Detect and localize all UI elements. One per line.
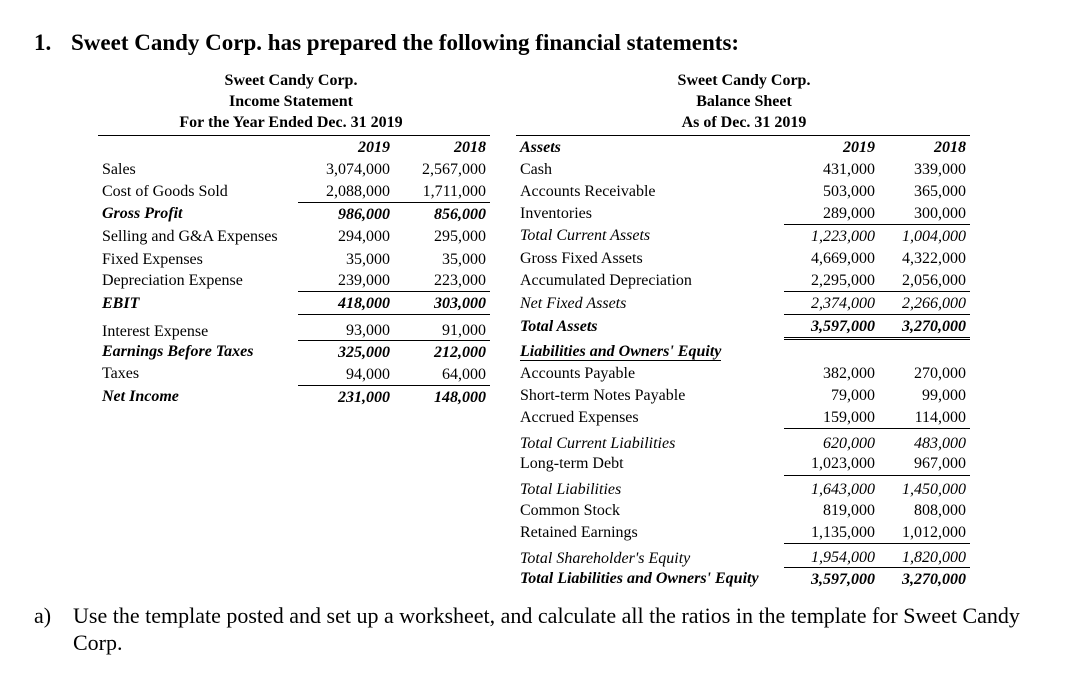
table-row: Total Liabilities and Owners' Equity 3,597,000 3,270,000 (520, 570, 966, 588)
assets-header: Assets (516, 136, 784, 159)
table-row: Total Current Assets 1,223,000 1,004,000 (520, 227, 966, 245)
table-row: Total Current Liabilities 620,000 483,000 (520, 434, 966, 452)
bs-title: Balance Sheet (696, 93, 792, 110)
table-row: Total Shareholder's Equity 1,954,000 1,820,000 (516, 544, 970, 568)
table-row: Gross Fixed Assets 4,669,000 4,322,000 (520, 249, 966, 267)
part-a-text: Use the template posted and set up a worksheet, and calculate all the ratios in the template for Sweet Candy Corp. (73, 603, 1020, 655)
part-a (34, 602, 1044, 656)
table-row: Gross Profit 986,000 856,000 (102, 205, 486, 223)
table-row: Accounts Payable 382,000 270,000 (520, 364, 966, 382)
income-statement-table (98, 135, 490, 408)
table-row: Net Income 231,000 148,000 (102, 388, 486, 406)
question-number: 1. (34, 30, 52, 55)
table-row: Fixed Expenses 35,000 35,000 (102, 251, 486, 268)
is-title: Income Statement (229, 93, 353, 110)
table-row: Total Assets 3,597,000 3,270,000 (516, 315, 970, 339)
part-a-label: a) (34, 603, 52, 628)
is-period: For the Year Ended Dec. 31 2019 (179, 114, 403, 131)
table-row: Long-term Debt 1,023,000 967,000 (516, 453, 970, 476)
table-row: Accumulated Depreciation 2,295,000 2,056,000 (516, 269, 970, 292)
table-row: Earnings Before Taxes 325,000 212,000 (102, 343, 486, 361)
table-row: Sales 3,074,000 2,567,000 (102, 160, 486, 178)
bs-company: Sweet Candy Corp. (677, 72, 811, 89)
table-row: Interest Expense 93,000 91,000 (98, 315, 490, 341)
table-row: Depreciation Expense 239,000 223,000 (98, 269, 490, 292)
table-row: Retained Earnings 1,135,000 1,012,000 (516, 521, 970, 544)
table-row: Common Stock 819,000 808,000 (520, 501, 966, 519)
table-row: Net Fixed Assets 2,374,000 2,266,000 (516, 292, 970, 315)
income-statement-header (150, 70, 432, 133)
table-row: Selling and G&A Expenses 294,000 295,000 (102, 227, 486, 245)
is-company: Sweet Candy Corp. (224, 72, 358, 89)
table-row: Cost of Goods Sold 2,088,000 1,711,000 (98, 180, 490, 203)
bs-year-2019: 2019 (784, 136, 879, 159)
balance-sheet-table (516, 135, 970, 590)
table-row: Inventories 289,000 300,000 (516, 202, 970, 225)
question-heading (34, 30, 739, 56)
balance-sheet-header (600, 70, 888, 133)
table-row: Total Liabilities 1,643,000 1,450,000 (520, 481, 966, 498)
table-row: Accrued Expenses 159,000 114,000 (516, 406, 970, 429)
bs-as-of: As of Dec. 31 2019 (681, 114, 807, 131)
table-row: Accounts Receivable 503,000 365,000 (520, 182, 966, 200)
question-title: Sweet Candy Corp. has prepared the following financial statements: (71, 30, 740, 55)
table-row: Taxes 94,000 64,000 (98, 363, 490, 386)
table-row: Short-term Notes Payable 79,000 99,000 (520, 386, 966, 404)
bs-year-2018: 2018 (879, 136, 970, 159)
table-row: Cash 431,000 339,000 (520, 160, 966, 178)
is-year-2019: 2019 (298, 136, 394, 159)
is-year-header-row (98, 136, 490, 159)
is-year-2018: 2018 (394, 136, 490, 159)
liabilities-header: Liabilities and Owners' Equity (520, 342, 722, 360)
bs-year-header-row (516, 136, 970, 159)
table-row: EBIT 418,000 303,000 (98, 292, 490, 315)
table-row (516, 339, 970, 363)
